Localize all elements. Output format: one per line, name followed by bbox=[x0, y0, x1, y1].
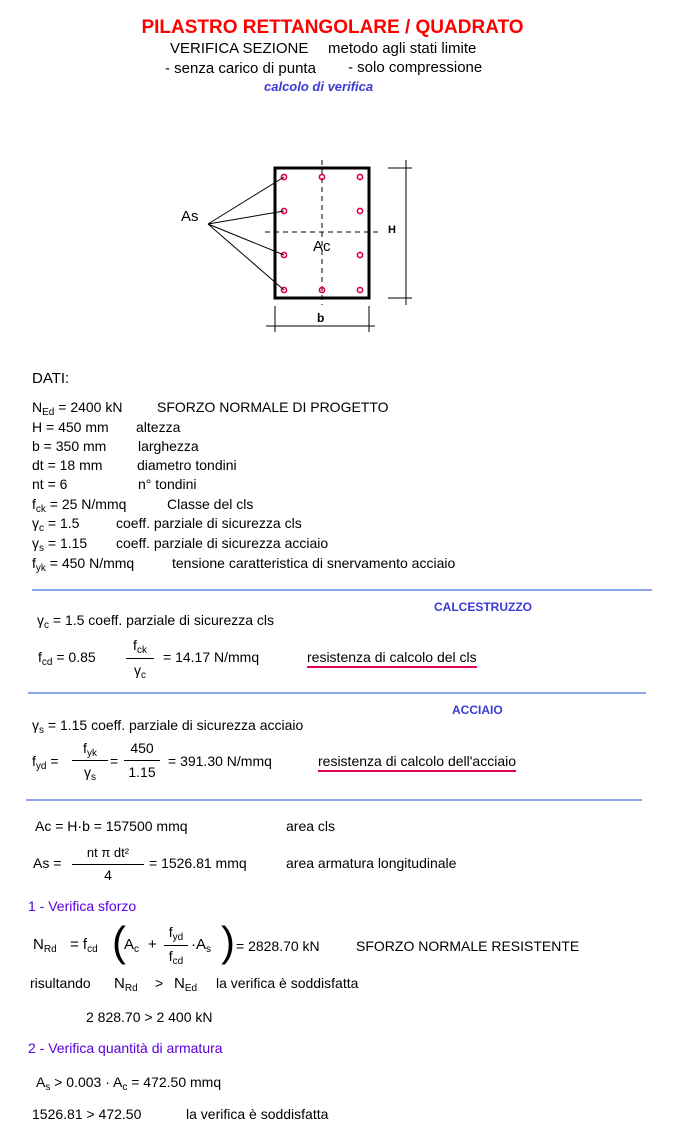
dati-row-value: dt = 18 mm bbox=[32, 457, 103, 473]
verifica2-heading: 2 - Verifica quantità di armatura bbox=[28, 1040, 223, 1056]
verifica2-numeric: 1526.81 > 472.50 bbox=[32, 1106, 142, 1122]
dati-row-desc: coeff. parziale di sicurezza cls bbox=[116, 515, 302, 531]
page-title: PILASTRO RETTANGOLARE / QUADRATO bbox=[141, 17, 524, 38]
as-result: = 1526.81 mmq bbox=[149, 855, 247, 871]
dati-row-desc: n° tondini bbox=[138, 476, 197, 492]
fyd-denominator-2: 1.15 bbox=[128, 764, 156, 780]
dati-row-value: $\gamma_c = 1.5$ bbox=[32, 515, 80, 534]
nrd-denominator: $f_{cd}$ bbox=[168, 948, 184, 967]
nrd-numerator: $f_{yd}$ bbox=[168, 924, 184, 943]
separator-2 bbox=[28, 692, 646, 694]
as-min-line: $A_s > 0.003 \cdot A_c = 472.50$ mmq bbox=[36, 1074, 222, 1093]
dati-row-value: $\gamma_s = 1.15$ bbox=[32, 535, 88, 554]
nrd-desc: SFORZO NORMALE RESISTENTE bbox=[356, 938, 580, 954]
fyd-numerator-1: $f_{yk}$ bbox=[83, 740, 97, 759]
gamma-c-line: $\gamma_c = 1.5$ coeff. parziale di sicurezza cls bbox=[37, 612, 275, 631]
subtitle-verifica: VERIFICA SEZIONE bbox=[170, 40, 309, 57]
cmp-nrd: $N_{Rd}$ bbox=[114, 975, 138, 994]
nrd-result: = 2828.70 kN bbox=[236, 938, 320, 954]
as-fraction-bar bbox=[72, 864, 144, 865]
nrd-plus: + bbox=[148, 936, 157, 953]
separator-3 bbox=[26, 799, 642, 801]
acciaio-heading: ACCIAIO bbox=[452, 703, 503, 717]
ac-desc: area cls bbox=[286, 818, 336, 834]
dati-row-desc: diametro tondini bbox=[137, 457, 237, 473]
label-h: H bbox=[388, 224, 396, 236]
dati-row-desc: SFORZO NORMALE DI PROGETTO bbox=[157, 399, 389, 415]
subtitle-calcolo: calcolo di verifica bbox=[264, 79, 374, 94]
fcd-denominator: $\gamma_c$ bbox=[134, 662, 146, 681]
fyd-eq-2: = bbox=[110, 753, 119, 769]
nrd-lhs: $N_{Rd}$ bbox=[33, 936, 57, 955]
fyd-note: resistenza di calcolo dell'acciaio bbox=[318, 753, 516, 769]
as-denominator: 4 bbox=[104, 867, 112, 883]
verifica1-heading: 1 - Verifica sforzo bbox=[28, 898, 137, 914]
cmp-op: > bbox=[155, 975, 164, 991]
subtitle-carico: - senza carico di punta bbox=[165, 60, 316, 77]
fyd-fraction-bar-1 bbox=[72, 760, 108, 761]
fcd-note: resistenza di calcolo del cls bbox=[307, 649, 477, 665]
verifica2-desc: la verifica è soddisfatta bbox=[186, 1106, 329, 1122]
dati-row-desc: Classe del cls bbox=[167, 496, 254, 512]
nrd-ac: $A_c$ bbox=[124, 936, 140, 955]
gamma-s-line: $\gamma_s = 1.15$ coeff. parziale di sicurezza acciaio bbox=[32, 717, 304, 736]
dati-row-desc: altezza bbox=[136, 419, 181, 435]
dati-row-value: $f_{yk} = 450$ N/mmq bbox=[32, 555, 135, 574]
fyd-denominator-1: $\gamma_s$ bbox=[84, 764, 96, 783]
cmp-ned: $N_{Ed}$ bbox=[174, 975, 198, 994]
fyd-numerator-2: 450 bbox=[130, 740, 154, 756]
dati-row-value: $f_{ck} = 25$ N/mmq bbox=[32, 496, 127, 515]
fcd-fraction-bar bbox=[126, 658, 154, 659]
section-diagram bbox=[0, 0, 695, 340]
as-desc: area armatura longitudinale bbox=[286, 855, 457, 871]
fyd-lhs: $f_{yd}$ = bbox=[32, 753, 59, 772]
nrd-fraction-bar bbox=[164, 945, 188, 946]
label-as: As bbox=[181, 208, 199, 225]
fyd-result: = 391.30 N/mmq bbox=[168, 753, 272, 769]
cmp-desc: la verifica è soddisfatta bbox=[216, 975, 359, 991]
as-lhs: As = bbox=[33, 855, 62, 871]
dati-row-value: H = 450 mm bbox=[32, 419, 109, 435]
dati-row-value: $N_{Ed} = 2400$ kN bbox=[32, 399, 123, 418]
label-b: b bbox=[317, 311, 325, 325]
fcd-lhs: $f_{cd} = 0.85$ bbox=[38, 649, 96, 668]
dati-row-value: nt = 6 bbox=[32, 476, 68, 492]
nrd-as: $\cdot A_s$ bbox=[191, 936, 211, 955]
paren-close: ) bbox=[221, 918, 235, 965]
dati-heading: DATI: bbox=[32, 370, 70, 387]
calcestruzzo-heading: CALCESTRUZZO bbox=[434, 600, 532, 614]
fcd-numerator: $f_{ck}$ bbox=[133, 637, 147, 656]
subtitle-compressione: - solo compressione bbox=[348, 59, 483, 76]
ac-line: Ac = H·b = 157500 mmq bbox=[35, 818, 188, 834]
risultando-label: risultando bbox=[30, 975, 91, 991]
as-leader-lines bbox=[208, 177, 284, 290]
fcd-result: = 14.17 N/mmq bbox=[163, 649, 260, 665]
dati-row-desc: larghezza bbox=[138, 438, 199, 454]
label-ac: Ac bbox=[313, 238, 331, 255]
dati-row-value: b = 350 mm bbox=[32, 438, 107, 454]
verifica1-numeric: 2 828.70 > 2 400 kN bbox=[86, 1009, 213, 1025]
subtitle-metodo: metodo agli stati limite bbox=[328, 40, 477, 57]
dati-row-desc: coeff. parziale di sicurezza acciaio bbox=[116, 535, 329, 551]
nrd-fcd: = $f_{cd}$ bbox=[70, 936, 98, 955]
fyd-fraction-bar-2 bbox=[124, 760, 160, 761]
paren-open: ( bbox=[112, 918, 126, 965]
dati-row-desc: tensione caratteristica di snervamento acciaio bbox=[172, 555, 456, 571]
separator-1 bbox=[32, 589, 652, 591]
as-numerator: nt π dt² bbox=[86, 845, 130, 860]
